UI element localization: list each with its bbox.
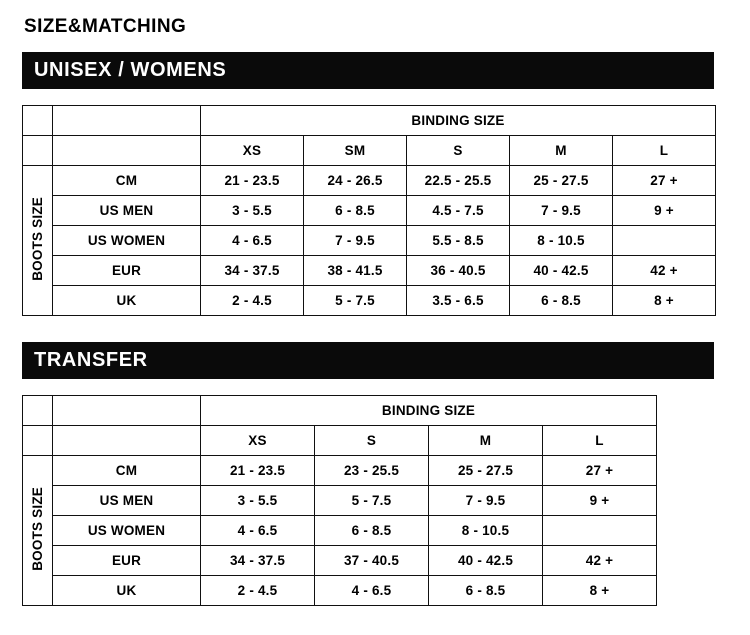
table-row bbox=[23, 576, 657, 606]
cell-uk-xs: 2 - 4.5 bbox=[201, 576, 315, 606]
spacer-cell bbox=[23, 396, 53, 426]
cell-uswomen-l bbox=[613, 226, 716, 256]
cell-cm-l: 27 + bbox=[613, 166, 716, 196]
page-title: SIZE&MATCHING bbox=[24, 16, 187, 37]
boots-size-side-label bbox=[23, 456, 53, 606]
cell-uk-s: 3.5 - 6.5 bbox=[407, 286, 510, 316]
row-label-cm: CM bbox=[53, 456, 201, 486]
spacer-cell bbox=[53, 136, 201, 166]
cell-uk-l: 8 + bbox=[543, 576, 657, 606]
section-unisex-womens bbox=[22, 52, 728, 316]
spacer-cell bbox=[23, 426, 53, 456]
cell-uk-l: 8 + bbox=[613, 286, 716, 316]
table-row bbox=[23, 256, 716, 286]
row-label-us-men: US MEN bbox=[53, 196, 201, 226]
cell-cm-s: 22.5 - 25.5 bbox=[407, 166, 510, 196]
row-label-cm: CM bbox=[53, 166, 201, 196]
cell-cm-l: 27 + bbox=[543, 456, 657, 486]
row-label-uk: UK bbox=[53, 286, 201, 316]
cell-usmen-l: 9 + bbox=[613, 196, 716, 226]
cell-eur-xs: 34 - 37.5 bbox=[201, 256, 304, 286]
boots-size-side-label-text: BOOTS SIZE bbox=[29, 197, 45, 281]
table-header-row-binding bbox=[23, 106, 716, 136]
column-header-xs: XS bbox=[201, 426, 315, 456]
cell-eur-l: 42 + bbox=[543, 546, 657, 576]
cell-eur-sm: 38 - 41.5 bbox=[304, 256, 407, 286]
cell-uk-s: 4 - 6.5 bbox=[315, 576, 429, 606]
spacer-cell bbox=[53, 106, 201, 136]
binding-size-header: BINDING SIZE bbox=[201, 396, 657, 426]
cell-uswomen-s: 6 - 8.5 bbox=[315, 516, 429, 546]
column-header-s: S bbox=[407, 136, 510, 166]
cell-eur-s: 37 - 40.5 bbox=[315, 546, 429, 576]
cell-cm-xs: 21 - 23.5 bbox=[201, 166, 304, 196]
column-header-s: S bbox=[315, 426, 429, 456]
binding-size-header: BINDING SIZE bbox=[201, 106, 716, 136]
table-row bbox=[23, 486, 657, 516]
column-header-xs: XS bbox=[201, 136, 304, 166]
row-label-us-men: US MEN bbox=[53, 486, 201, 516]
cell-usmen-sm: 6 - 8.5 bbox=[304, 196, 407, 226]
cell-cm-s: 23 - 25.5 bbox=[315, 456, 429, 486]
row-label-eur: EUR bbox=[53, 256, 201, 286]
cell-uk-m: 6 - 8.5 bbox=[510, 286, 613, 316]
boots-size-side-label bbox=[23, 166, 53, 316]
table-wrap-transfer bbox=[22, 395, 728, 606]
column-header-m: M bbox=[510, 136, 613, 166]
table-row bbox=[23, 516, 657, 546]
cell-usmen-s: 5 - 7.5 bbox=[315, 486, 429, 516]
cell-uswomen-m: 8 - 10.5 bbox=[510, 226, 613, 256]
column-header-l: L bbox=[613, 136, 716, 166]
cell-cm-m: 25 - 27.5 bbox=[429, 456, 543, 486]
table-row bbox=[23, 286, 716, 316]
row-label-uk: UK bbox=[53, 576, 201, 606]
cell-usmen-l: 9 + bbox=[543, 486, 657, 516]
row-label-us-women: US WOMEN bbox=[53, 516, 201, 546]
cell-eur-xs: 34 - 37.5 bbox=[201, 546, 315, 576]
spacer-cell bbox=[53, 426, 201, 456]
column-header-sm: SM bbox=[304, 136, 407, 166]
section-banner-unisex-womens: UNISEX / WOMENS bbox=[22, 52, 714, 89]
table-header-row-sizes bbox=[23, 136, 716, 166]
spacer-cell bbox=[53, 396, 201, 426]
column-header-m: M bbox=[429, 426, 543, 456]
column-header-l: L bbox=[543, 426, 657, 456]
cell-uk-sm: 5 - 7.5 bbox=[304, 286, 407, 316]
table-header-row-sizes bbox=[23, 426, 657, 456]
section-banner-transfer: TRANSFER bbox=[22, 342, 714, 379]
table-row bbox=[23, 546, 657, 576]
cell-usmen-xs: 3 - 5.5 bbox=[201, 196, 304, 226]
cell-eur-l: 42 + bbox=[613, 256, 716, 286]
cell-cm-sm: 24 - 26.5 bbox=[304, 166, 407, 196]
cell-uswomen-sm: 7 - 9.5 bbox=[304, 226, 407, 256]
boots-size-side-label-text: BOOTS SIZE bbox=[29, 487, 45, 571]
table-row bbox=[23, 226, 716, 256]
cell-uswomen-xs: 4 - 6.5 bbox=[201, 226, 304, 256]
cell-usmen-m: 7 - 9.5 bbox=[510, 196, 613, 226]
spacer-cell bbox=[23, 136, 53, 166]
cell-uswomen-xs: 4 - 6.5 bbox=[201, 516, 315, 546]
table-wrap-unisex-womens bbox=[22, 105, 728, 316]
cell-uswomen-l bbox=[543, 516, 657, 546]
cell-uswomen-m: 8 - 10.5 bbox=[429, 516, 543, 546]
table-row bbox=[23, 456, 657, 486]
row-label-eur: EUR bbox=[53, 546, 201, 576]
cell-eur-m: 40 - 42.5 bbox=[510, 256, 613, 286]
size-table-unisex-womens bbox=[22, 105, 716, 316]
table-row bbox=[23, 196, 716, 226]
row-label-us-women: US WOMEN bbox=[53, 226, 201, 256]
cell-eur-m: 40 - 42.5 bbox=[429, 546, 543, 576]
cell-usmen-xs: 3 - 5.5 bbox=[201, 486, 315, 516]
size-table-transfer bbox=[22, 395, 657, 606]
cell-uk-xs: 2 - 4.5 bbox=[201, 286, 304, 316]
cell-uk-m: 6 - 8.5 bbox=[429, 576, 543, 606]
cell-cm-xs: 21 - 23.5 bbox=[201, 456, 315, 486]
cell-usmen-s: 4.5 - 7.5 bbox=[407, 196, 510, 226]
cell-usmen-m: 7 - 9.5 bbox=[429, 486, 543, 516]
section-transfer bbox=[22, 342, 728, 606]
cell-cm-m: 25 - 27.5 bbox=[510, 166, 613, 196]
cell-uswomen-s: 5.5 - 8.5 bbox=[407, 226, 510, 256]
cell-eur-s: 36 - 40.5 bbox=[407, 256, 510, 286]
table-header-row-binding bbox=[23, 396, 657, 426]
spacer-cell bbox=[23, 106, 53, 136]
table-row bbox=[23, 166, 716, 196]
